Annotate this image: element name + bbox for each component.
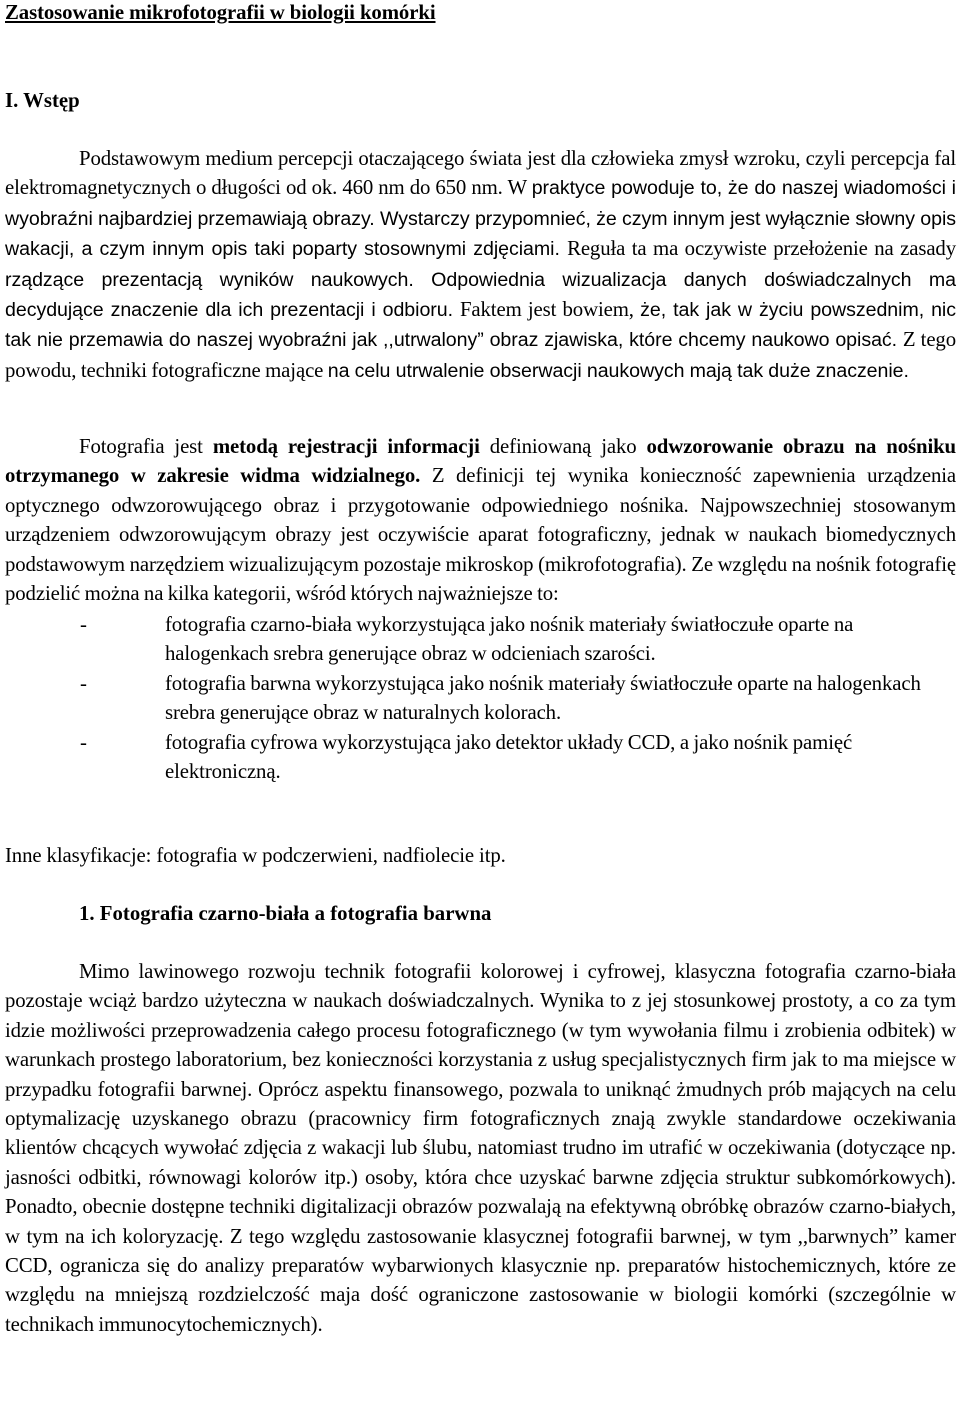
list-item-text: fotografia barwna wykorzystująca jako nośnik materiały światłoczułe oparte na halogenkach srebra generujące obraz w naturalnych kolorach. <box>165 671 921 725</box>
photography-categories-list <box>5 610 956 786</box>
intro-heading: I. Wstęp <box>5 89 80 112</box>
p2-bold-method: metodą rejestracji informacji <box>212 435 480 458</box>
section-1-paragraph <box>5 957 956 1339</box>
intro-paragraph-1 <box>5 144 956 386</box>
p2-text-c: definiowaną jako <box>479 435 647 458</box>
document-title: Zastosowanie mikrofotografii w biologii komórki <box>5 1 436 24</box>
p2-text-e: Z definicji tej wynika konieczność zapewnienia urządzenia optycznego odwzorowującego obraz i przygotowanie odpowiedniego nośnika. Najpowszechniej stosowanym urządzeniem odwzorowującym obrazy jest oczywiście aparat fotograficzny, jednak w naukach biomedycznych podstawowym narzędziem wizualizującym pozostaje mikroskop (mikrofotografia). Ze względu na nośnik fotografię podzielić można na kilka kategorii, wśród których najważniejsze to: <box>5 464 956 606</box>
p1-serif-a: Podstawowym medium percepcji otaczającego świata jest dla człowieka zmysł wzroku, czyli percepcja fal elektromagnetycznych o długości od ok. 460 nm do 650 nm. W <box>5 147 956 200</box>
section-1-text: Mimo lawinowego rozwoju technik fotografii kolorowej i cyfrowej, klasyczna fotografia czarno-biała pozostaje wciąż bardzo użyteczna w naukach doświadczalnych. Wynika to z jej stosunkowej prostoty, a co za tym idzie możliwości przeprowadzenia całego procesu fotograficznego (w tym wywołania filmu i zrobienia odbitek) w warunkach prostego laboratorium, bez konieczności korzystania z usług specjalistycznych firm jak to ma miejsce w przypadku fotografii barwnej. Oprócz aspektu finansowego, pozwala to uniknąć żmudnych prób mających na celu optymalizację uzyskanego obrazu (pracownicy firm fotograficznych znają zwykle standardowe oczekiwania klientów chcących wywołać zdjęcia z wakacji lub ślubu, natomiast trudno im utrafić w oczekiwania (dotyczące np. jasności odbitki, równowagi kolorów itp.) osoby, która chce uzyskać barwne zdjęcia struktur subkomórkowych). Ponadto, obecnie dostępne techniki digitalizacji obrazów pozwalają na efektywną obróbkę obrazów czarno-białych, w tym na ich koloryzację. Z tego względu zastosowanie klasycznej fotografii barwnej, w tym ,,barwnych” kamer CCD, ogranicza się do analizy preparatów wybarwionych klasycznie np. preparatów histochemicznych, które ze względu na mniejszą rozdzielczość maja dość ograniczone zastosowanie w biologii komórki (szczególnie w technikach immunocytochemicznych). <box>5 960 956 1336</box>
other-classifications-line: Inne klasyfikacje: fotografia w podczerwieni, nadfiolecie itp. <box>5 844 506 867</box>
list-item <box>5 669 956 728</box>
p1-sans-a: praktyce powoduje to, że do naszej wiadomości i wyobraźni najbardziej przemawiają obrazy. Wystarczy przypomnieć, że czym innym jest wyłącznie słowny opis wakacji, a czym innym opis taki poparty stosownymi zdjęciami. <box>5 177 956 261</box>
p1-serif-d: Z tego powodu, techniki fotograficzne mające <box>5 328 956 382</box>
list-dash: - <box>80 613 87 636</box>
section-heading: 1. Fotografia czarno-biała a fotografia barwna <box>79 902 492 925</box>
list-item-text: fotografia cyfrowa wykorzystująca jako detektor układy CCD, a jako nośnik pamięć elektroniczną. <box>165 730 853 784</box>
intro-paragraph-2 <box>5 432 956 608</box>
p2-bold-definition: odwzorowanie obrazu na nośniku otrzymanego w zakresie widma widzialnego. <box>5 435 956 488</box>
p1-sans-d: na celu utrwalenie obserwacji naukowych mają tak duże znaczenie. <box>327 359 909 382</box>
list-dash: - <box>80 730 87 754</box>
list-item <box>5 610 956 669</box>
p1-serif-b: Reguła ta ma oczywiste przełożenie na zasady <box>567 237 956 261</box>
list-item-text: fotografia czarno-biała wykorzystująca jako nośnik materiały światłoczułe oparte na halogenkach srebra generujące obraz w odcieniach szarości. <box>165 613 854 666</box>
list-dash: - <box>80 671 87 695</box>
list-item <box>5 728 956 787</box>
p1-sans-c: że, tak jak w życiu powszednim, nic tak nie przemawia do naszej wyobraźni jak ,,utrwalony” obraz zjawiska, które chcemy naukowo opisać. <box>5 299 956 352</box>
p1-serif-c: Faktem jest bowiem, <box>459 298 641 322</box>
p2-text-a: Fotografia jest <box>79 435 213 458</box>
p1-sans-b: rządzące prezentacją wyników naukowych. Odpowiednia wizualizacja danych doświadczalnych ma decydujące znaczenie dla ich prezentacji i odbioru. <box>5 268 956 322</box>
